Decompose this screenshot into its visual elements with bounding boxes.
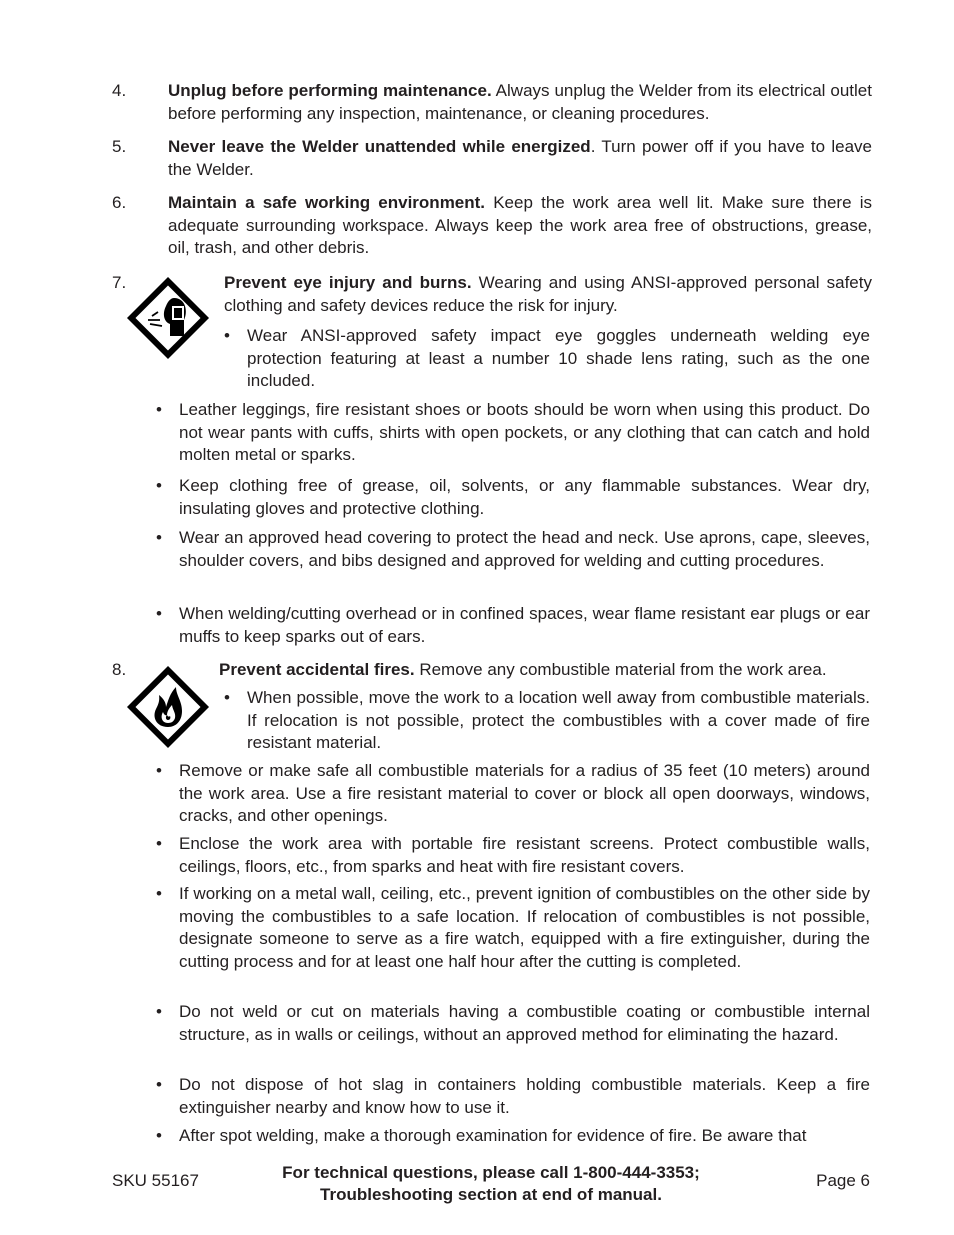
item-text: . Turn power off if you have to leave the Welder. <box>168 137 873 179</box>
item-8 <box>112 659 872 759</box>
list-item-text: Leather leggings, fire resistant shoes or boots should be worn when using this product. Do not wear pants with cuffs, shirts with open pockets, or any clothing that can catch and hold molten metal or sparks. <box>179 400 870 465</box>
bullet-marker: • <box>156 400 162 419</box>
sku-label: SKU 55167 <box>112 1171 199 1190</box>
list-item <box>156 1125 870 1148</box>
eye-protection-warning-icon <box>126 276 210 360</box>
item-4 <box>112 80 872 125</box>
list-item <box>156 833 870 878</box>
list-item <box>156 1074 870 1119</box>
list-item-text: Remove or make safe all combustible materials for a radius of 35 feet (10 meters) around the work area. Use a fire resistant material to cover or block all open doorways, windows, cracks, and other openings. <box>179 761 870 826</box>
list-item-text: Do not weld or cut on materials having a combustible coating or combustible internal structure, as in walls or ceilings, without an approved method for eliminating the hazard. <box>179 1002 870 1044</box>
bullet-marker: • <box>224 326 230 345</box>
list-item <box>156 760 870 828</box>
item-title: Maintain a safe working environment. <box>168 193 486 212</box>
list-item <box>156 1001 870 1046</box>
item-number: 5. <box>112 137 127 156</box>
list-item <box>224 687 870 755</box>
item-body <box>219 659 872 682</box>
list-item-text: Wear ANSI-approved safety impact eye goggles underneath welding eye protection featuring at least a number 10 shade lens rating, such as the one included. <box>247 326 870 391</box>
item-title: Prevent accidental fires. <box>219 660 415 679</box>
fire-hazard-warning-icon <box>126 665 210 749</box>
bullet-marker: • <box>156 476 162 495</box>
list-item-text: Wear an approved head covering to protect the head and neck. Use aprons, cape, sleeves, shoulder covers, and bibs designed and approved for welding and cutting procedures. <box>179 528 870 570</box>
list-item <box>156 475 870 520</box>
list-item <box>156 883 870 973</box>
item-number: 6. <box>112 193 127 212</box>
list-item-text: Keep clothing free of grease, oil, solvents, or any flammable substances. Wear dry, insulating gloves and protective clothing. <box>179 476 870 518</box>
bullet-marker: • <box>156 1075 162 1094</box>
list-item-text: When possible, move the work to a location well away from combustible materials. If relocation is not possible, protect the combustibles with a cover made of fire resistant material. <box>247 688 870 753</box>
list-item-text: If working on a metal wall, ceiling, etc., prevent ignition of combustibles on the other side by moving the combustibles to a safe location. If relocation of combustibles is not possible, designate someone to serve as a fire watch, equipped with a fire extinguisher, during the cutting process and for at least one half hour after the cutting is completed. <box>179 884 870 971</box>
troubleshooting-line: Troubleshooting section at end of manual. <box>320 1185 662 1204</box>
item-text: Always unplug the Welder from its electrical outlet before performing any inspection, maintenance, or cleaning procedures. <box>168 81 872 123</box>
item-title: Never leave the Welder unattended while energized <box>168 137 591 156</box>
bullet-marker: • <box>156 761 162 780</box>
page-number: Page 6 <box>816 1171 870 1190</box>
item-body <box>168 192 872 260</box>
list-item-text: Enclose the work area with portable fire resistant screens. Protect combustible walls, ceilings, floors, etc., from sparks and heat with fire resistant covers. <box>179 834 870 876</box>
item-title: Unplug before performing maintenance. <box>168 81 492 100</box>
item-7 <box>112 272 872 402</box>
support-phone-line: For technical questions, please call 1-800-444-3353; <box>282 1163 700 1182</box>
list-item-text: When welding/cutting overhead or in confined spaces, wear flame resistant ear plugs or ear muffs to keep sparks out of ears. <box>179 604 870 646</box>
bullet-marker: • <box>156 884 162 903</box>
list-item-text: Do not dispose of hot slag in containers holding combustible materials. Keep a fire extinguisher nearby and know how to use it. <box>179 1075 870 1117</box>
item-text: Wearing and using ANSI-approved personal safety clothing and safety devices reduce the risk for injury. <box>224 273 872 315</box>
list-item <box>224 325 870 393</box>
bullet-marker: • <box>156 604 162 623</box>
bullet-marker: • <box>224 688 230 707</box>
list-item <box>156 527 870 572</box>
item-number: 8. <box>112 660 127 679</box>
item-title: Prevent eye injury and burns. <box>224 273 472 292</box>
item-text: Remove any combustible material from the work area. <box>414 660 827 679</box>
item-body <box>168 136 872 181</box>
item-5 <box>112 136 872 181</box>
list-item <box>156 399 870 467</box>
bullet-marker: • <box>156 528 162 547</box>
support-notice <box>112 1162 870 1206</box>
bullet-marker: • <box>156 1002 162 1021</box>
list-item <box>156 603 870 648</box>
item-number: 4. <box>112 81 127 100</box>
item-6 <box>112 192 872 260</box>
bullet-marker: • <box>156 1126 162 1145</box>
bullet-marker: • <box>156 834 162 853</box>
list-item-text: After spot welding, make a thorough examination for evidence of fire. Be aware that <box>179 1126 807 1145</box>
item-text: Keep the work area well lit. Make sure there is adequate surrounding workspace. Always keep the work area free of obstructions, grease, oil, trash, and other debris. <box>168 193 873 258</box>
page-footer <box>112 1162 870 1210</box>
item-body <box>224 272 872 317</box>
item-body <box>168 80 872 125</box>
item-number: 7. <box>112 273 127 292</box>
